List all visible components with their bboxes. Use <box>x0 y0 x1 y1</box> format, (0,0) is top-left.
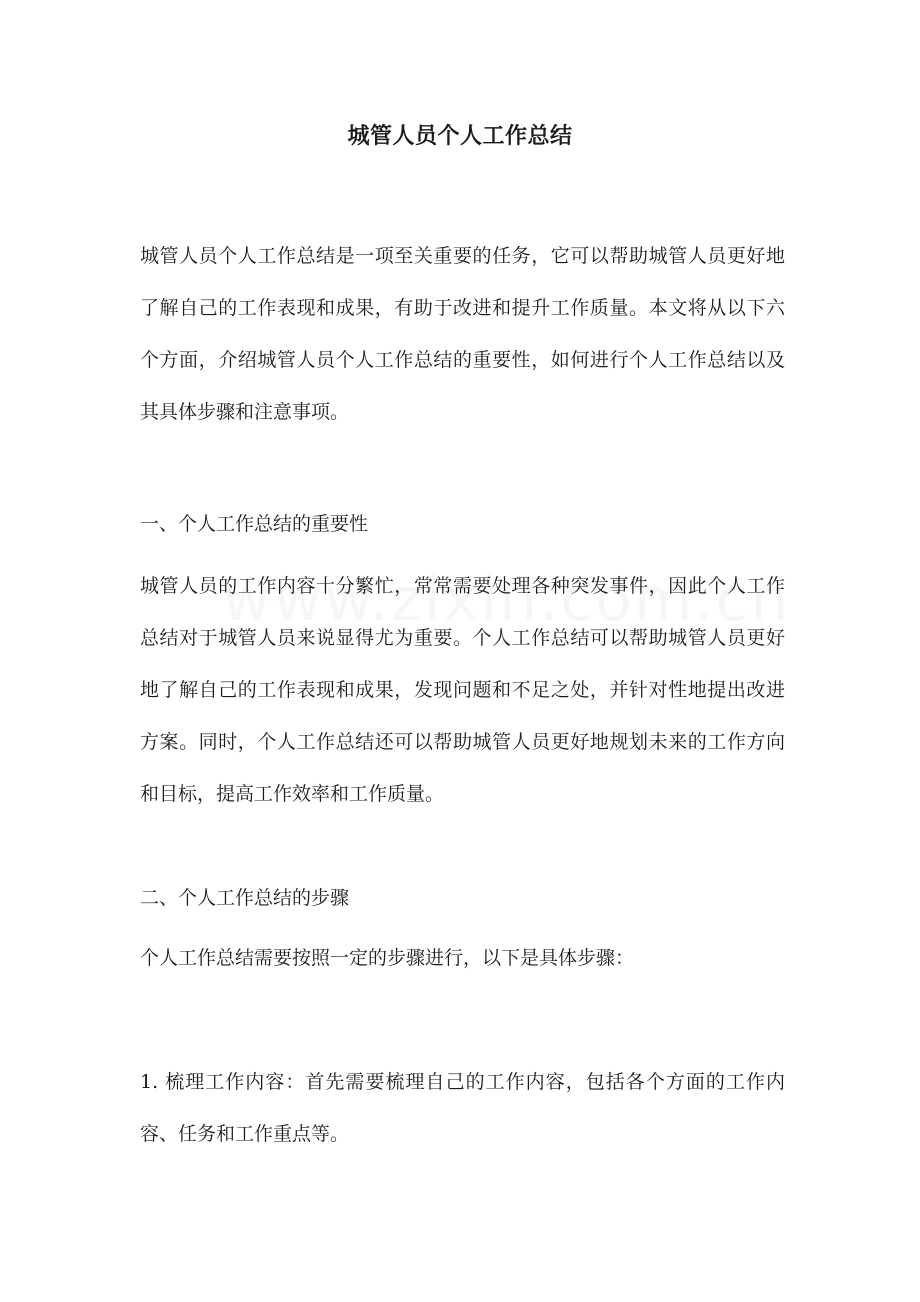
intro-paragraph: 城管人员个人工作总结是一项至关重要的任务，它可以帮助城管人员更好地了解自己的工作表现和成果，有助于改进和提升工作质量。本文将从以下六个方面，介绍城管人员个人工作总结的重要性，如何进行个人工作总结以及其具体步骤和注意事项。 <box>140 245 785 423</box>
section-2-intro: 个人工作总结需要按照一定的步骤进行，以下是具体步骤： <box>140 947 635 969</box>
section-2-heading: 二、个人工作总结的步骤 <box>140 887 350 909</box>
section-1-paragraph: 城管人员的工作内容十分繁忙，常常需要处理各种突发事件，因此个人工作总结对于城管人员来说显得尤为重要。个人工作总结可以帮助城管人员更好地了解自己的工作表现和成果，发现问题和不足之处，并针对性地提出改进方案。同时，个人工作总结还可以帮助城管人员更好地规划未来的工作方向和目标，提高工作效率和工作质量。 <box>140 575 785 805</box>
step-1-paragraph: 1. 梳理工作内容：首先需要梳理自己的工作内容，包括各个方面的工作内容、任务和工作重点等。 <box>140 1071 785 1145</box>
document-title: 城管人员个人工作总结 <box>347 123 573 149</box>
section-1-heading: 一、个人工作总结的重要性 <box>140 513 369 535</box>
